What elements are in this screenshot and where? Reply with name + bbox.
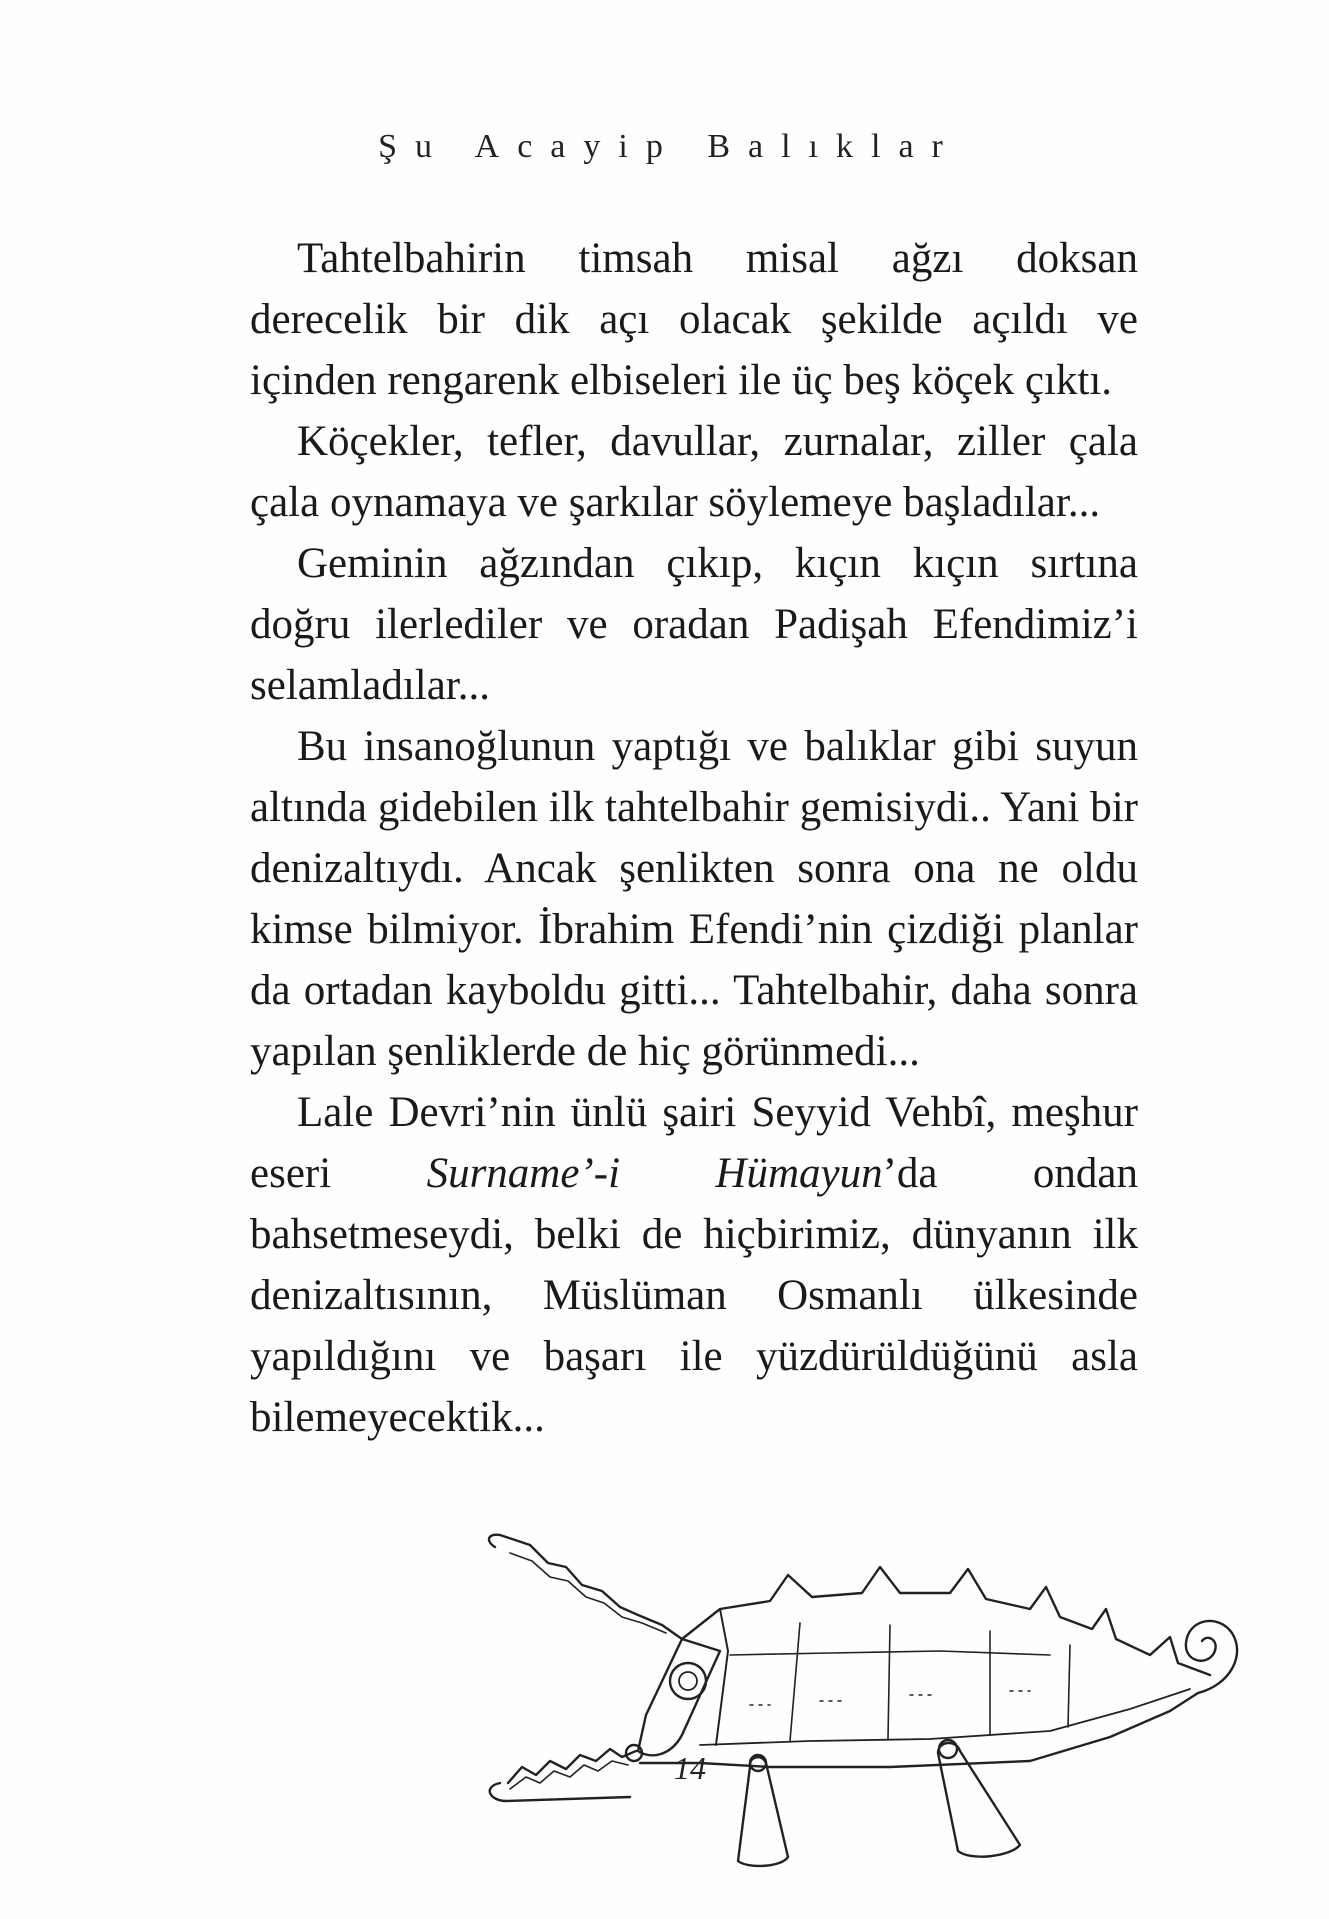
paragraph-5-end: ’da ondan bahsetmeseydi, belki de hiçbirimiz, dünyanın ilk denizaltısının, Müslüman Osmanlı ülkesinde yapıldığını ve başarı ile yüzdürüldüğünü asla bilemeyecektik... xyxy=(250,1150,1138,1441)
running-head-title: Şu Acayip Balıklar xyxy=(378,128,961,165)
crocodile-submarine-illustration xyxy=(470,1505,1240,1875)
paragraph-4: Bu insanoğlunun yaptığı ve balıklar gibi suyun altında gidebilen ilk tahtelbahir gemisiydi.. Yani bir denizaltıydı. Ancak şenlikten sonra ona ne oldu kimse bilmiyor. İbrahim Efendi’nin çizdiği planlar da ortadan kayboldu gitti... Tahtelbahir, daha sonra yapılan şenliklerde de hiç görünmedi... xyxy=(250,723,1138,1075)
paragraph-2: Köçekler, tefler, davullar, zurnalar, ziller çala çala oynamaya ve şarkılar söylemeye başladılar... xyxy=(250,418,1138,526)
page-number: 14 xyxy=(674,1750,706,1786)
paragraph-3: Geminin ağzından çıkıp, kıçın kıçın sırtına doğru ilerlediler ve oradan Padişah Efendimiz’i selamladılar... xyxy=(250,540,1138,709)
paragraph-5-start: Lale Devri’nin ünlü şairi Seyyid Vehbî, meşhur eseri xyxy=(250,1089,1138,1197)
book-title-italic: Surname’-i Hümayun xyxy=(426,1150,883,1197)
body-text xyxy=(250,228,1138,1448)
paragraph-1: Tahtelbahirin timsah misal ağzı doksan derecelik bir dik açı olacak şekilde açıldı ve içinden rengarenk elbiseleri ile üç beş köçek çıktı. xyxy=(250,235,1138,404)
paragraph-5 xyxy=(250,1082,1138,1448)
